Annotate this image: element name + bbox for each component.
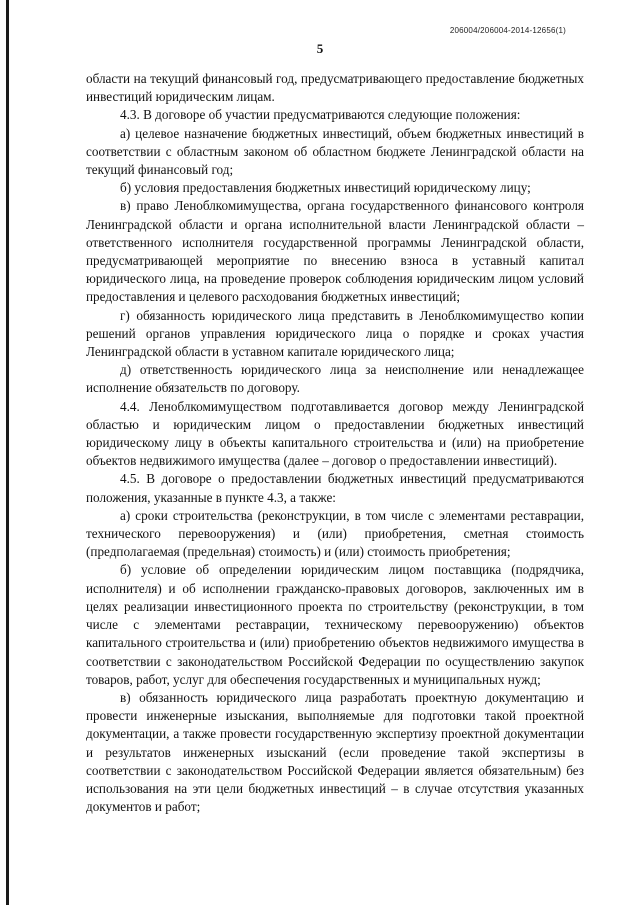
scan-left-edge [6, 0, 9, 905]
paragraph-4-4: 4.4. Леноблкомимуществом подготавливается договор между Ленинградской областью и юридическим лицом о предоставлении бюджетных инвестиций юридическому лицу в объекты капитального строительства и (или) на приобретение объектов недвижимого имущества (далее – договор о предоставлении инвестиций). [86, 398, 584, 469]
paragraph-4-3-v: в) право Леноблкомимущества, органа государственного финансового контроля Ленинградской области и органа исполнительной власти Ленинградской области – ответственного исполнителя государственной программы Ленинградской области, предусматривающей мероприятие по внесению взноса в уставный капитал юридического лица, на проведение проверок соблюдения юридическим лицом условий предоставления и целевого расходования бюджетных инвестиций; [86, 198, 584, 305]
paragraph-4-5-b: б) условие об определении юридическим лицом поставщика (подрядчика, исполнителя) и об исполнении гражданско-правовых договоров, заключенных им в целях реализации инвестиционного проекта по строительству (реконструкции, в том числе с элементами реставрации, техническому перевооружению) объектов капитального строительства и (или) приобретению объектов недвижимого имущества в соответствии с законодательством Российской Федерации по осуществлению закупок товаров, работ, услуг для обеспечения государственных и муниципальных нужд; [86, 562, 584, 687]
paragraph-4-3-a: а) целевое назначение бюджетных инвестиций, объем бюджетных инвестиций в соответствии с областным законом об областном бюджете Ленинградской области на текущий финансовый год; [86, 125, 584, 178]
paragraph-4-3-g: г) обязанность юридического лица представить в Леноблкомимущество копии решений органов управления юридического лица о порядке и сроках участия Ленинградской области в уставном капитале юридического лица; [86, 307, 584, 360]
paragraph-4-3: 4.3. В договоре об участии предусматриваются следующие положения: [120, 107, 521, 123]
paragraph-4-5: 4.5. В договоре о предоставлении бюджетных инвестиций предусматриваются положения, указанные в пункте 4.3, а также: [86, 471, 584, 505]
paragraph-4-5-v: в) обязанность юридического лица разработать проектную документацию и провести инженерные изыскания, выполняемые для подготовки такой проектной документации, а также провести государственную экспертизу проектной документации и результатов инженерных изысканий (если проведение такой экспертизы в соответствии с законодательством Российской Федерации является обязательным) без использования на эти цели бюджетных инвестиций – в случае отсутствия указанных документов и работ; [86, 689, 584, 815]
document-id: 206004/206004-2014-12656(1) [449, 26, 566, 35]
paragraph-4-3-b: б) условия предоставления бюджетных инвестиций юридическому лицу; [120, 180, 531, 196]
paragraph-4-3-d: д) ответственность юридического лица за неисполнение или ненадлежащее исполнение обязательств по договору. [86, 362, 584, 396]
paragraph-4-5-a: а) сроки строительства (реконструкции, в том числе с элементами реставрации, технического перевооружения) и (или) приобретения, сметная стоимость (предполагаемая (предельная) стоимость) и (или) стоимость приобретения; [86, 507, 584, 560]
document-body [86, 70, 584, 816]
paragraph: области на текущий финансовый год, предусматривающего предоставление бюджетных инвестиций юридическим лицам. [86, 71, 584, 105]
page-number: 5 [316, 41, 324, 56]
